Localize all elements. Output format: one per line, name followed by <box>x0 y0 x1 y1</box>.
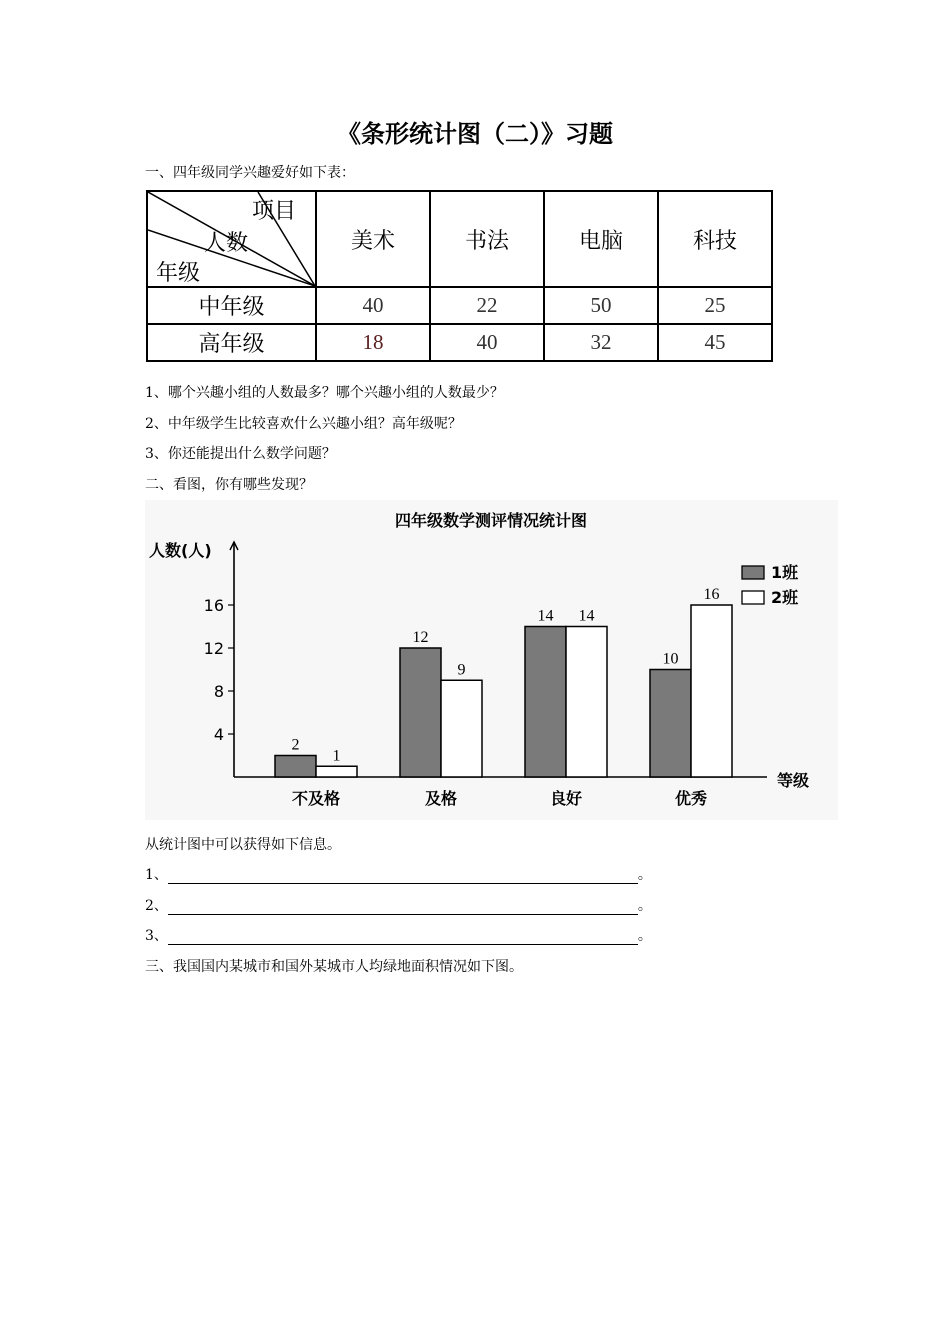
bar-value-label: 9 <box>457 661 466 679</box>
bar <box>525 627 566 778</box>
bar <box>566 627 607 778</box>
x-tick-label: 不及格 <box>291 789 341 808</box>
legend-swatch <box>742 591 764 604</box>
bar <box>400 648 441 777</box>
table-cell: 25 <box>658 287 772 324</box>
corner-cell <box>147 191 316 287</box>
y-tick-label: 4 <box>213 725 224 744</box>
table-cell: 32 <box>544 324 658 361</box>
blank-end: 。 <box>637 898 652 914</box>
column-header: 科技 <box>658 191 772 287</box>
table-cell: 40 <box>316 287 430 324</box>
question-3: 3、你还能提出什么数学问题？ <box>145 446 336 462</box>
section3-heading: 三、我国国内某城市和国外某城市人均绿地面积情况如下图。 <box>145 959 523 975</box>
blank-line-2[interactable] <box>145 895 652 915</box>
legend-label: 2班 <box>771 588 799 607</box>
bar-value-label: 14 <box>578 607 595 625</box>
column-header: 电脑 <box>544 191 658 287</box>
interest-table <box>146 190 773 362</box>
chart-title: 四年级数学测评情况统计图 <box>394 511 588 530</box>
table-cell: 18 <box>316 324 430 361</box>
y-axis-label: 人数(人) <box>149 541 212 560</box>
table-cell: 50 <box>544 287 658 324</box>
corner-bottom-label: 年级 <box>156 261 201 286</box>
page-title: 《条形统计图（二）》习题 <box>337 120 613 148</box>
answer-blank[interactable] <box>168 900 638 915</box>
bar-value-label: 12 <box>412 629 429 646</box>
bar-value-label: 10 <box>662 650 679 668</box>
blank-line-3[interactable] <box>145 925 652 945</box>
chart-svg <box>145 500 838 820</box>
bar <box>316 766 357 777</box>
y-tick-label: 16 <box>203 596 224 615</box>
question-2: 2、中年级学生比较喜欢什么兴趣小组？高年级呢？ <box>145 416 462 432</box>
blank-line-1[interactable] <box>145 864 652 884</box>
bar <box>650 670 691 778</box>
answer-blank[interactable] <box>168 869 638 884</box>
section2-heading: 二、看图，你有哪些发现？ <box>145 477 313 493</box>
x-tick-label: 及格 <box>424 789 458 808</box>
bar-value-label: 14 <box>537 607 554 625</box>
legend-label: 1班 <box>771 563 799 582</box>
info-label: 从统计图中可以获得如下信息。 <box>145 837 341 853</box>
table-cell: 45 <box>658 324 772 361</box>
bar-value-label: 2 <box>291 736 300 754</box>
x-axis-label: 等级 <box>777 771 810 790</box>
table-cell: 40 <box>430 324 544 361</box>
corner-middle-label: 人数 <box>204 231 249 256</box>
table-cell: 22 <box>430 287 544 324</box>
column-header: 书法 <box>430 191 544 287</box>
corner-top-label: 项目 <box>252 199 297 224</box>
table-row <box>147 287 772 324</box>
row-label: 中年级 <box>147 287 316 324</box>
blank-number: 3、 <box>145 928 168 944</box>
bar <box>441 680 482 777</box>
y-tick-label: 12 <box>203 639 224 658</box>
x-tick-label: 良好 <box>549 789 583 808</box>
blank-number: 1、 <box>145 867 168 883</box>
blank-end: 。 <box>637 928 652 944</box>
section1-heading: 一、四年级同学兴趣爱好如下表： <box>145 165 355 181</box>
table-row <box>147 324 772 361</box>
bar <box>691 605 732 777</box>
bar-value-label: 1 <box>332 747 341 765</box>
bar <box>275 756 316 778</box>
x-tick-label: 优秀 <box>674 789 708 808</box>
bar-chart <box>145 500 838 820</box>
row-label: 高年级 <box>147 324 316 361</box>
answer-blank[interactable] <box>168 930 638 945</box>
legend-swatch <box>742 566 764 579</box>
bar-value-label: 16 <box>703 586 720 603</box>
column-header: 美术 <box>316 191 430 287</box>
question-1: 1、哪个兴趣小组的人数最多？哪个兴趣小组的人数最少？ <box>145 385 504 401</box>
blank-end: 。 <box>637 867 652 883</box>
blank-number: 2、 <box>145 898 168 914</box>
y-tick-label: 8 <box>213 682 224 701</box>
